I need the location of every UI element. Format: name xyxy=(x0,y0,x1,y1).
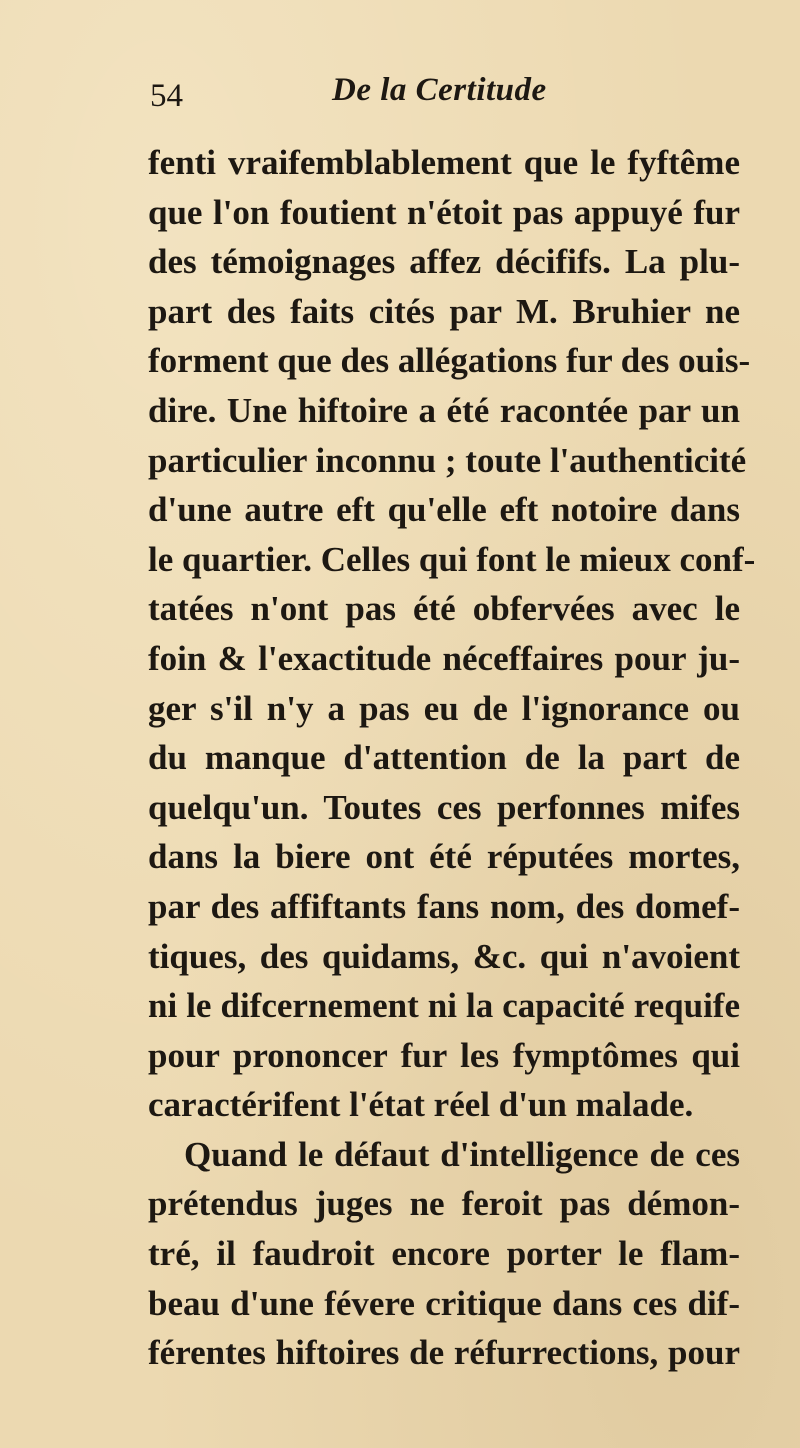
body-text xyxy=(148,138,756,1378)
text-line: le quartier. Celles qui font le mieux conf- xyxy=(148,539,756,579)
text-line: dans la biere ont été réputées mortes, xyxy=(148,837,740,877)
text-line: que l'on foutient n'étoit pas appuyé fur xyxy=(148,192,740,232)
text-line: forment que des allégations fur des ouis- xyxy=(148,341,751,381)
text-line: quelqu'un. Toutes ces perfonnes mifes xyxy=(148,787,740,827)
text-line: férentes hiftoires de réfurrections, pour xyxy=(148,1333,740,1373)
text-line: tiques, des quidams, &c. qui n'avoient xyxy=(148,936,740,976)
text-line: par des affiftants fans nom, des domef- xyxy=(148,886,740,926)
text-line: prétendus juges ne feroit pas démon- xyxy=(148,1184,740,1224)
text-line: part des faits cités par M. Bruhier ne xyxy=(148,291,740,331)
text-line: dire. Une hiftoire a été racontée par un xyxy=(148,390,740,430)
text-line: du manque d'attention de la part de xyxy=(148,738,740,778)
text-line: beau d'une févere critique dans ces dif- xyxy=(148,1283,740,1323)
text-line: tré, il faudroit encore porter le flam- xyxy=(148,1234,740,1274)
page-number: 54 xyxy=(150,78,183,114)
text-line: Quand le défaut d'intelligence de ces xyxy=(184,1134,740,1174)
text-line: ni le difcernement ni la capacité requife xyxy=(148,986,740,1026)
text-line: des témoignages affez décififs. La plu- xyxy=(148,242,740,282)
text-line: d'une autre eft qu'elle eft notoire dans xyxy=(148,490,740,530)
text-line: pour prononcer fur les fymptômes qui xyxy=(148,1035,740,1075)
text-line: ger s'il n'y a pas eu de l'ignorance ou xyxy=(148,688,740,728)
running-head xyxy=(150,72,740,122)
text-line: foin & l'exactitude néceffaires pour ju- xyxy=(148,638,740,678)
text-line: fenti vraifemblablement que le fyftême xyxy=(148,143,740,182)
text-line: tatées n'ont pas été obfervées avec le xyxy=(148,589,740,629)
text-line: caractérifent l'état réel d'un malade. xyxy=(148,1085,694,1125)
running-title: De la Certitude xyxy=(332,72,547,108)
text-line: particulier inconnu ; toute l'authenticité xyxy=(148,440,747,480)
